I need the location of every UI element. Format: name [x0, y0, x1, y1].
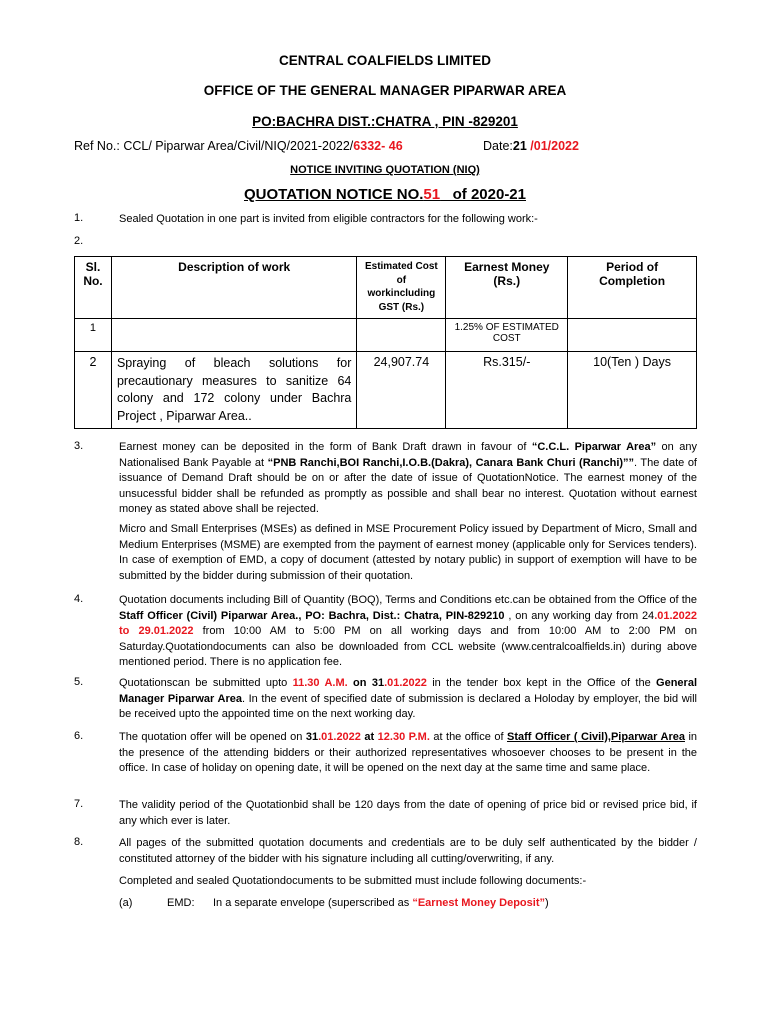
header-earnest-money: Earnest Money (Rs.) — [446, 257, 568, 319]
row2-emd: Rs.315/- — [446, 352, 568, 429]
table-row — [75, 352, 697, 429]
item-8-text: All pages of the submitted quotation documents and credentials are to be duly self authenticated by the bidder / constituted attorney of the bidder with his signature including all cutting/overwriting, if any. — [119, 837, 697, 865]
date-rest: /01/2022 — [526, 139, 579, 153]
row1-period — [568, 319, 697, 352]
item-number-2: 2. — [74, 235, 84, 247]
notice-year: _ of 2020-21 — [440, 186, 526, 203]
date-label: Date: — [483, 139, 513, 153]
item-number-7: 7. — [74, 798, 84, 810]
work-table — [74, 256, 697, 429]
office-name: OFFICE OF THE GENERAL MANAGER PIPARWAR AREA — [203, 83, 567, 98]
niq-label: NOTICE INVITING QUOTATION (NIQ) — [290, 164, 480, 176]
sub-item-a-text: In a separate envelope (superscribed as “Earnest Money Deposit”) — [213, 897, 549, 909]
header-estimated-cost: Estimated Cost of workincluding GST (Rs.) — [357, 257, 446, 319]
notice-prefix: QUOTATION NOTICE NO. — [243, 186, 424, 203]
item-number-6: 6. — [74, 730, 84, 742]
row2-desc: Spraying of bleach solutions for precautionary measures to sanitize 64 colony and 172 colony under Bachra Project , Piparwar Area.. — [111, 352, 356, 429]
notice-number: 51 — [423, 186, 441, 203]
sub-item-a-emd: EMD: — [167, 897, 195, 909]
row2-sl: 2 — [75, 352, 112, 429]
ref-number: 6332- 46 — [353, 139, 403, 153]
item-4-text: Quotation documents including Bill of Quantity (BOQ), Terms and Conditions etc.can be obtained from the Office of the Staff Officer (Civil) Piparwar Area., PO: Bachra, Dist.: Chatra, PIN-829210 , on any working day from 24.01.2022 to 29.01.2022 from 10:00 AM to 5:00 PM on all working days and from 10:00 AM to 2:00 PM on Saturday.Quotationdocuments can also be downloaded from CCL website (www.centralcoalfields.in) during above mentioned period. There is no application fee. — [119, 594, 698, 669]
table-header-row — [75, 257, 697, 319]
sub-item-a — [119, 897, 549, 909]
header-period: Period of Completion — [568, 257, 697, 319]
sub-item-a-label: (a) — [119, 897, 133, 909]
row2-cost: 24,907.74 — [357, 352, 446, 429]
item-number-8: 8. — [74, 836, 84, 848]
row2-period: 10(Ten ) Days — [568, 352, 697, 429]
ref-prefix: Ref No.: CCL/ Piparwar Area/Civil/NIQ/2021-2022/ — [74, 139, 354, 153]
header-sl-no: Sl. No. — [75, 257, 112, 319]
organization-name: CENTRAL COALFIELDS LIMITED — [279, 53, 491, 68]
office-address: PO:BACHRA DIST.:CHATRA , PIN -829201 — [252, 114, 518, 129]
reference-number — [74, 139, 403, 153]
date-day: 21 — [512, 139, 527, 153]
item-number-1: 1. — [74, 212, 84, 224]
item-6-text: The quotation offer will be opened on 31.01.2022 at 12.30 P.M. at the office of Staff Officer ( Civil),Piparwar Area in the presence of the attending bidders or their authorized representatives whosoever chooses to be present in the office. In case of holiday on opening date, it will be opened on the next day at the same time and same place. — [119, 731, 698, 775]
item-5-text: Quotationscan be submitted upto 11.30 A.M. on 31.01.2022 in the tender box kept in the Office of the General Manager Piparwar Area. In the event of specified date of submission is declared a Holoday by employer, the bid will be received upto the appointed time on the next working day. — [119, 677, 697, 721]
row1-desc — [111, 319, 356, 352]
item-1-text: Sealed Quotation in one part is invited from eligible contractors for the following work:- — [119, 213, 538, 225]
item-3-text: Earnest money can be deposited in the form of Bank Draft drawn in favour of “C.C.L. Piparwar Area” on any Nationalised Bank Payable at “PNB Ranchi,BOI Ranchi,I.O.B.(Dakra), Canara Bank Churi (Ranchi)””. The date of issuance of Demand Draft should be on or after the date of issue of QuotationNotice. The earnest money of the unsucessful bidder shall be refunded as promptly as possible and shall bear no interest. Quotation without earnest money as stated above shall be rejected. — [119, 441, 697, 516]
row1-cost — [357, 319, 446, 352]
mse-exemption-text: Micro and Small Enterprises (MSEs) as defined in MSE Procurement Policy issued by Department of Micro, Small and Medium Enterprises (MSME) are exempted from the payment of earnest money (applicable only for Services tenders). In case of exemption of EMD, a copy of document (attested by notary public) in support of exemption will have to be submitted by the bidder during submission of their quotation. — [119, 523, 697, 582]
table-row — [75, 319, 697, 352]
item-number-3: 3. — [74, 440, 84, 452]
notice-date — [483, 139, 579, 153]
quotation-notice-title — [0, 186, 770, 203]
item-number-4: 4. — [74, 593, 84, 605]
item-7-text: The validity period of the Quotationbid shall be 120 days from the date of opening of price bid or revised price bid, if any which ever is later. — [119, 799, 697, 827]
item-number-5: 5. — [74, 676, 84, 688]
row1-emd: 1.25% OF ESTIMATED COST — [446, 319, 568, 352]
documents-list-intro: Completed and sealed Quotationdocuments to be submitted must include following documents:- — [119, 875, 587, 887]
row1-sl: 1 — [75, 319, 112, 352]
header-description: Description of work — [111, 257, 356, 319]
